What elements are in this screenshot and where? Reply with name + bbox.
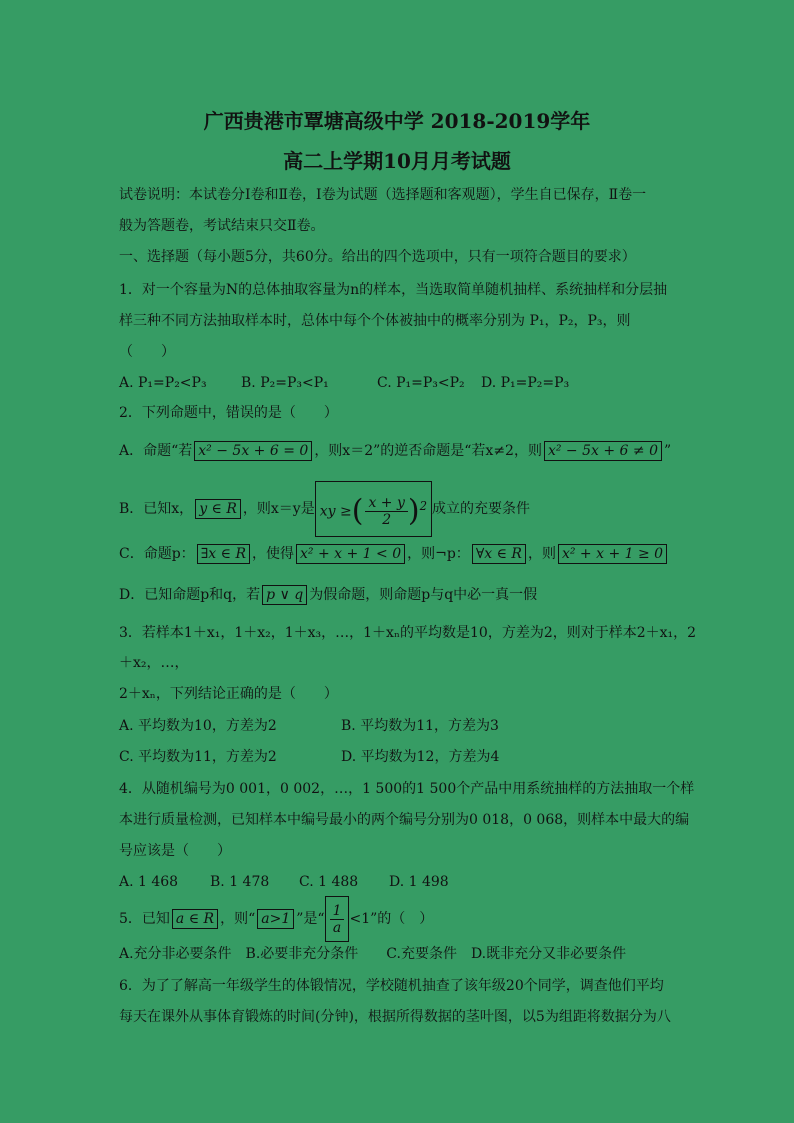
q2-a-equation-box-2: x² − 5x + 6 ≠ 0: [544, 441, 662, 461]
q1-line2: 样三种不同方法抽取样本时，总体中每个个体被抽中的概率分别为 P₁，P₂，P₃，则: [119, 313, 631, 329]
exam-title-line2: 高二上学期10月月考试题: [283, 149, 511, 173]
q4-option-c: C. 1 488: [299, 874, 359, 890]
q4-line2: 本进行质量检测，已知样本中编号最小的两个编号分别为0 018，0 068，则样本中最大的编: [119, 812, 690, 828]
q2-c-inequality-box-2: x² + x + 1 ≥ 0: [558, 544, 667, 564]
q2-stem: 2．下列命题中，错误的是（ ）: [119, 405, 338, 421]
q3-option-c: C. 平均数为11，方差为2: [119, 749, 277, 765]
q1-option-a: A. P₁=P₂<P₃: [119, 375, 207, 391]
q1-option-d: D. P₁=P₂=P₃: [481, 375, 570, 391]
q2-b-set-box: y ∈ R: [195, 499, 241, 519]
q5-fraction: $\frac{1}{a}$: [330, 903, 345, 936]
q1-option-b: B. P₂=P₃<P₁: [241, 375, 329, 391]
q4-line1: 4．从随机编号为0 001，0 002，…，1 500的1 500个产品中用系统抽样的方法抽取一个样: [119, 781, 695, 797]
q5-fraction-box: [325, 896, 350, 942]
q3-options-ab: [119, 716, 499, 736]
q2-c-exists-box: ∃x ∈ R: [197, 544, 250, 564]
q1-line1: 1．对一个容量为N的总体抽取容量为n的样本，当选取简单随机抽样、系统抽样和分层抽: [119, 282, 668, 298]
q5-options: A.充分非必要条件 B.必要非充分条件 C.充要条件 D.既非充分又非必要条件: [119, 946, 627, 962]
q3-option-a: A. 平均数为10，方差为2: [119, 718, 277, 734]
q6-line1: 6．为了了解高一年级学生的体锻情况，学校随机抽查了该年级20个同学，调查他们平均: [119, 978, 664, 994]
q3-options-cd: [119, 747, 499, 767]
q2-d-proposition-box: p ∨ q: [262, 585, 307, 605]
q1-option-c: C. P₁=P₃<P₂: [377, 375, 465, 391]
q5-set-box: a ∈ R: [172, 909, 218, 929]
q3-option-b: B. 平均数为11，方差为3: [341, 718, 499, 734]
intro-line2: 般为答题卷，考试结束只交Ⅱ卷。: [119, 218, 325, 234]
q4-option-d: D. 1 498: [389, 874, 449, 890]
q4-line3: 号应该是（ ）: [119, 843, 231, 859]
section-heading: 一、选择题（每小题5分，共60分。给出的四个选项中，只有一项符合题目的要求）: [119, 249, 636, 265]
q2-c-inequality-box: x² + x + 1 < 0: [296, 544, 405, 564]
q3-line3: 2＋xₙ，下列结论正确的是（ ）: [119, 686, 338, 702]
intro-line1: 试卷说明：本试卷分Ⅰ卷和Ⅱ卷，Ⅰ卷为试题（选择题和客观题），学生自已保存，Ⅱ卷一: [119, 187, 647, 203]
q3-line1: 3．若样本1＋x₁，1＋x₂，1＋x₃，…，1＋xₙ的平均数是10，方差为2，则对于样本2＋x₁，2: [119, 625, 697, 641]
q2-b-inequality-box: xy ≥( $\frac{x + y}{2}$ )$^2$: [315, 481, 432, 537]
q5-stem: 5．已知 a ∈ R ，则“ a>1 ”是“ $\frac{1}{a}$ <1”的（ ）: [119, 896, 433, 942]
q1-line3: （ ）: [119, 344, 175, 360]
q5-condition-box: a>1: [257, 909, 294, 929]
q2-option-d: D．已知命题p和q，若 p ∨ q 为假命题，则命题p与q中必一真一假: [119, 587, 538, 603]
q2-option-b: B．已知x， y ∈ R ，则x＝y是 xy ≥( $\frac{x + y}{2}$ )$^2$ 成立的充要条件: [119, 481, 530, 537]
q2-option-c: C．命题p： ∃x ∈ R ，使得 x² + x + 1 < 0 ，则¬p： ∀x ∈ R ，则 x² + x + 1 ≥ 0: [119, 544, 669, 564]
q6-line2: 每天在课外从事体育锻炼的时间(分钟)，根据所得数据的茎叶图，以5为组距将数据分为八: [119, 1009, 671, 1025]
q4-option-a: A. 1 468: [119, 874, 179, 890]
q4-options: [119, 872, 449, 892]
q2-c-forall-box: ∀x ∈ R: [472, 544, 526, 564]
q3-line2: ＋x₂，…，: [119, 655, 189, 671]
q2-b-fraction: $\frac{x + y}{2}$: [365, 495, 407, 528]
q4-option-b: B. 1 478: [210, 874, 270, 890]
q1-options: [119, 373, 569, 393]
q2-a-equation-box: x² − 5x + 6 = 0: [194, 441, 312, 461]
exam-title-line1: 广西贵港市覃塘高级中学 2018-2019学年: [203, 109, 591, 133]
q3-option-d: D. 平均数为12，方差为4: [341, 749, 500, 765]
q2-option-a: A．命题“若 x² − 5x + 6 = 0 ，则x＝2”的逆否命题是“若x≠2，则 x² − 5x + 6 ≠ 0 ”: [119, 443, 672, 459]
